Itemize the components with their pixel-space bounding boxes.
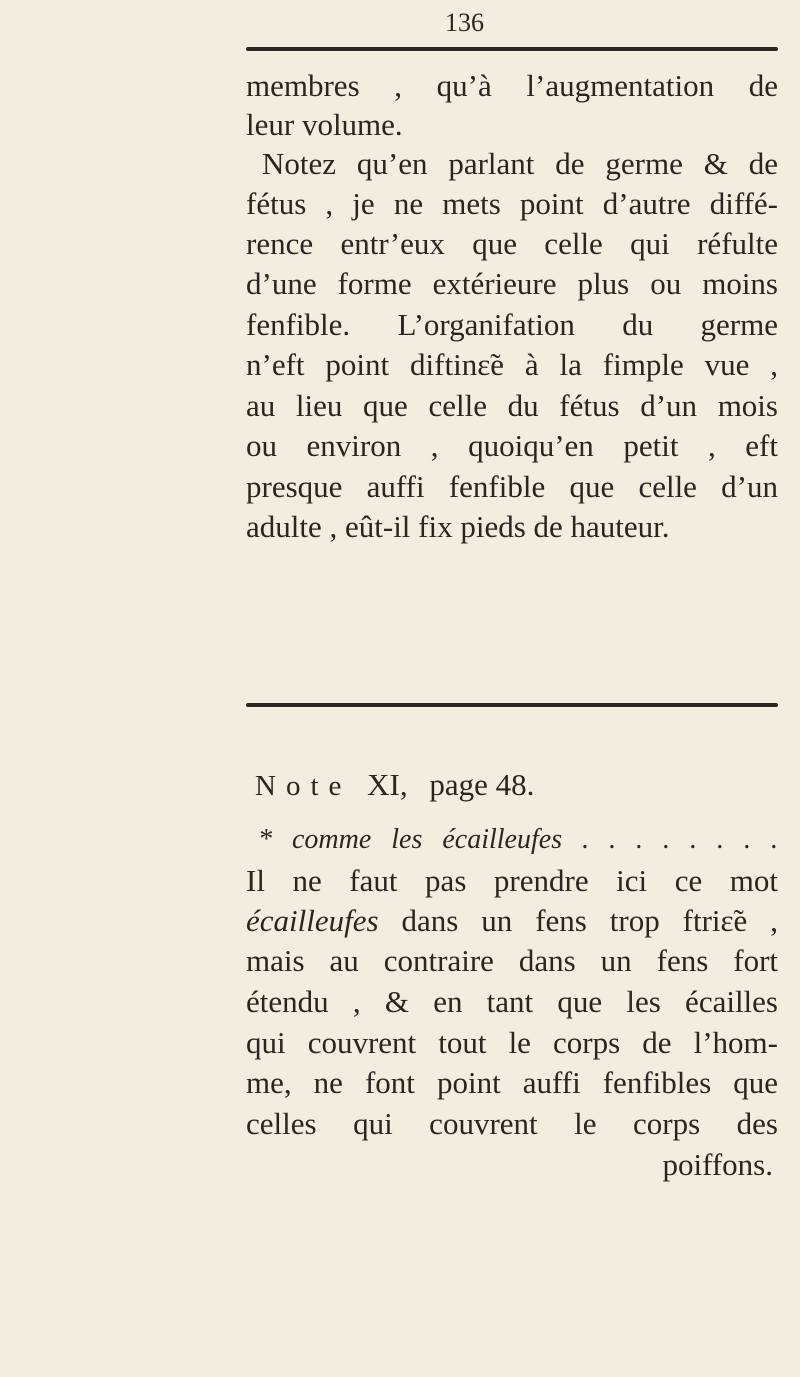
text-line: presque auffi fenfible que celle d’un bbox=[246, 469, 778, 504]
header-rule bbox=[246, 47, 778, 51]
page-number: 136 bbox=[445, 8, 484, 37]
text-line: d’une forme extérieure plus ou moins bbox=[246, 266, 778, 301]
text-line: leur volume. bbox=[246, 107, 403, 142]
note-page: page 48. bbox=[429, 767, 535, 802]
text-line: Il ne faut pas prendre ici ce mot bbox=[246, 863, 778, 898]
text-line: étendu , & en tant que les écailles bbox=[246, 984, 778, 1019]
italic-word: écailleufes bbox=[246, 903, 379, 938]
text-line: poiffons. bbox=[662, 1147, 773, 1182]
text-line: n’eft point diftinɛ̃e à la fimple vue , bbox=[246, 347, 778, 382]
text-line bbox=[246, 901, 778, 941]
text-line: fenfible. L’organifation du germe bbox=[246, 307, 778, 342]
note-label: Note bbox=[255, 770, 352, 802]
text-line: adulte , eût-il fix pieds de hauteur. bbox=[246, 509, 670, 544]
text-line: fétus , je ne mets point d’autre diffé- bbox=[246, 186, 778, 221]
text-line: ou environ , quoiqu’en petit , eft bbox=[246, 428, 778, 463]
text-line: membres , qu’à l’augmentation de bbox=[246, 68, 778, 103]
note-heading bbox=[255, 767, 534, 803]
text-line: au lieu que celle du fétus d’un mois bbox=[246, 388, 778, 423]
note-number: XI, bbox=[367, 767, 408, 802]
text-line: celles qui couvrent le corps des bbox=[246, 1106, 778, 1141]
text-line: qui couvrent tout le corps de l’hom- bbox=[246, 1025, 778, 1060]
text-line: Notez qu’en parlant de germe & de bbox=[262, 146, 778, 181]
text-line: rence entr’eux que celle qui réfulte bbox=[246, 226, 778, 261]
text-line: mais au contraire dans un fens fort bbox=[246, 943, 778, 978]
text-span: dans un fens trop ftriɛ̃e , bbox=[378, 903, 778, 938]
section-rule bbox=[246, 703, 778, 707]
note-reference: * comme les écailleufes . . . . . . . . bbox=[258, 824, 778, 855]
text-line: me, ne font point auffi fenfibles que bbox=[246, 1065, 778, 1100]
